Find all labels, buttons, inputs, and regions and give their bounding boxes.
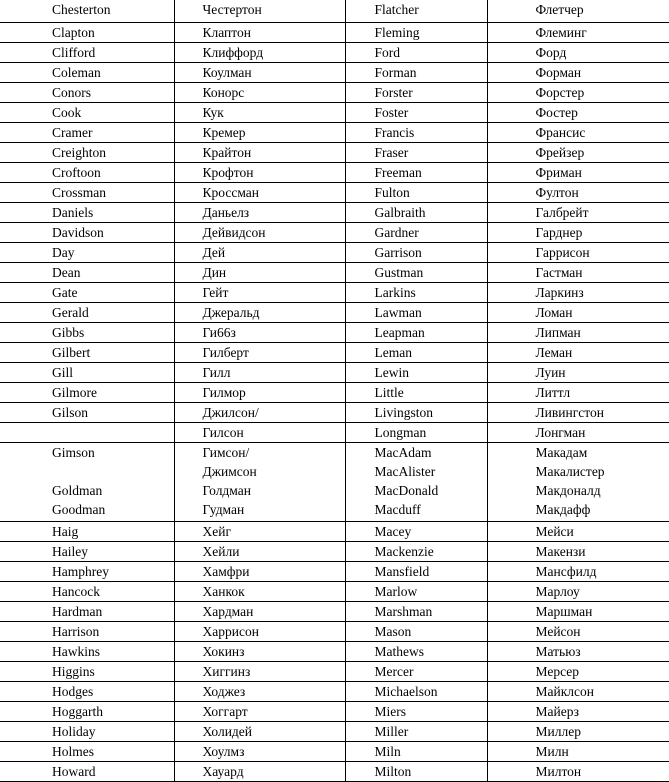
table-row: [0, 702, 669, 722]
russian-name-cell: Фултон: [487, 183, 669, 203]
english-name-cell: Clapton: [0, 23, 174, 43]
russian-name-cell: Хауард: [174, 762, 345, 782]
english-name-cell: Francis: [345, 123, 487, 143]
russian-name-cell: Мерсер: [487, 662, 669, 682]
russian-name-cell: Леман: [487, 343, 669, 363]
english-name-cell: Mansfield: [345, 562, 487, 582]
russian-name-cell: Холидей: [174, 722, 345, 742]
english-name-cell: Davidson: [0, 223, 174, 243]
english-name-cell: Lawman: [345, 303, 487, 323]
table-row: [0, 582, 669, 602]
english-name-cell: Hodges: [0, 682, 174, 702]
russian-name-cell: Крофтон: [174, 163, 345, 183]
english-name-cell: Chesterton: [0, 0, 174, 23]
cell-line: Macduff: [375, 502, 487, 521]
russian-name-cell: Фрейзер: [487, 143, 669, 163]
russian-name-cell: Хокинз: [174, 642, 345, 662]
english-name-cell: Mackenzie: [345, 542, 487, 562]
russian-name-cell: Хоггарт: [174, 702, 345, 722]
russian-name-cell: Хейли: [174, 542, 345, 562]
table-row: [0, 83, 669, 103]
russian-name-cell: Джеральд: [174, 303, 345, 323]
russian-name-cell: Форман: [487, 63, 669, 83]
table-row: [0, 143, 669, 163]
russian-name-cell: Честертон: [174, 0, 345, 23]
cell-line: Макдафф: [536, 502, 669, 521]
russian-name-cell: Хиггинз: [174, 662, 345, 682]
cell-line: Макдоналд: [536, 483, 669, 502]
table-row: [0, 43, 669, 63]
english-name-cell: Garrison: [345, 243, 487, 263]
english-name-cell: Gilson: [0, 403, 174, 423]
english-name-cell: [0, 423, 174, 443]
table-row: [0, 343, 669, 363]
table-row: [0, 542, 669, 562]
english-name-cell: Gustman: [345, 263, 487, 283]
russian-name-cell: Харрисон: [174, 622, 345, 642]
english-name-cell: Hoggarth: [0, 702, 174, 722]
english-name-cell: Crossman: [0, 183, 174, 203]
english-name-cell: Mason: [345, 622, 487, 642]
russian-name-cell: Франсис: [487, 123, 669, 143]
english-name-cell: Milton: [345, 762, 487, 782]
english-name-cell: Hardman: [0, 602, 174, 622]
russian-name-cell: Джилсон/: [174, 403, 345, 423]
russian-name-cell: Гейт: [174, 283, 345, 303]
english-name-cell: Gilmore: [0, 383, 174, 403]
english-name-cell: Livingston: [345, 403, 487, 423]
russian-name-cell: Липман: [487, 323, 669, 343]
russian-name-cell: Ларкинз: [487, 283, 669, 303]
english-name-cell: Gill: [0, 363, 174, 383]
english-name-cell: Flatcher: [345, 0, 487, 23]
russian-name-cell: Миллер: [487, 722, 669, 742]
cell-line: MacAlister: [375, 464, 487, 483]
table-row: [0, 762, 669, 782]
russian-name-cell: Милн: [487, 742, 669, 762]
russian-name-cell: Дин: [174, 263, 345, 283]
english-name-cell: Gardner: [345, 223, 487, 243]
english-name-cell: Leman: [345, 343, 487, 363]
english-name-cell: Marshman: [345, 602, 487, 622]
english-name-cell: Longman: [345, 423, 487, 443]
english-name-cell: Leapman: [345, 323, 487, 343]
russian-name-cell: Кроссман: [174, 183, 345, 203]
english-name-cell: Higgins: [0, 662, 174, 682]
russian-name-cell: Хоулмз: [174, 742, 345, 762]
russian-name-cell: Милтон: [487, 762, 669, 782]
russian-name-cell: Ливингстон: [487, 403, 669, 423]
table-row: [0, 163, 669, 183]
table-row: [0, 303, 669, 323]
table-row: [0, 662, 669, 682]
table-row: [0, 363, 669, 383]
russian-name-cell: Гаррисон: [487, 243, 669, 263]
table-row: [0, 323, 669, 343]
cell-line: Goodman: [52, 502, 174, 521]
table-row: [0, 602, 669, 622]
russian-name-cell: Кремер: [174, 123, 345, 143]
russian-name-cell: Ханкок: [174, 582, 345, 602]
english-name-cell: Croftoon: [0, 163, 174, 183]
russian-name-cell: Даньелз: [174, 203, 345, 223]
english-name-cell: Haig: [0, 522, 174, 542]
english-name-cell: Forster: [345, 83, 487, 103]
english-name-cell: Gerald: [0, 303, 174, 323]
russian-name-cell: Хамфри: [174, 562, 345, 582]
table-row: [0, 642, 669, 662]
russian-name-cell: Форстер: [487, 83, 669, 103]
table-row: [0, 722, 669, 742]
cell-line: MacAdam: [375, 445, 487, 464]
english-name-cell: Mathews: [345, 642, 487, 662]
table-row: [0, 682, 669, 702]
table-row: [0, 243, 669, 263]
russian-name-cell: Мейсон: [487, 622, 669, 642]
cell-line: Goldman: [52, 483, 174, 502]
english-name-cell: Macey: [345, 522, 487, 542]
russian-name-cell: Гилл: [174, 363, 345, 383]
english-name-cell: Miers: [345, 702, 487, 722]
english-name-cell: Galbraith: [345, 203, 487, 223]
cell-line: Макалистер: [536, 464, 669, 483]
english-name-cell: Creighton: [0, 143, 174, 163]
russian-name-cell: Флетчер: [487, 0, 669, 23]
russian-name-cell: Хейг: [174, 522, 345, 542]
russian-name-cell: Ломан: [487, 303, 669, 323]
english-name-cell: Freeman: [345, 163, 487, 183]
russian-name-cell: Дей: [174, 243, 345, 263]
english-name-cell: Larkins: [345, 283, 487, 303]
english-name-cell: Holmes: [0, 742, 174, 762]
english-name-cell: Fulton: [345, 183, 487, 203]
russian-name-cell: Мейси: [487, 522, 669, 542]
russian-name-cell: Хардман: [174, 602, 345, 622]
english-name-cell: [0, 443, 174, 522]
russian-name-cell: Макензи: [487, 542, 669, 562]
english-name-cell: Cook: [0, 103, 174, 123]
table-row: [0, 223, 669, 243]
russian-name-cell: Майерз: [487, 702, 669, 722]
english-name-cell: Mercer: [345, 662, 487, 682]
english-name-cell: Michaelson: [345, 682, 487, 702]
russian-name-cell: Флеминг: [487, 23, 669, 43]
english-name-cell: Hailey: [0, 542, 174, 562]
english-name-cell: Coleman: [0, 63, 174, 83]
russian-name-cell: Гилберт: [174, 343, 345, 363]
cell-line: Gimson: [52, 445, 174, 464]
table-row: [0, 562, 669, 582]
cell-line: Джимсон: [203, 464, 345, 483]
russian-name-cell: Конорс: [174, 83, 345, 103]
russian-name-cell: Галбрейт: [487, 203, 669, 223]
russian-name-cell: Клиффорд: [174, 43, 345, 63]
english-name-cell: Miller: [345, 722, 487, 742]
russian-name-cell: Гилсон: [174, 423, 345, 443]
table-row: [0, 283, 669, 303]
english-name-cell: Conors: [0, 83, 174, 103]
english-name-cell: Day: [0, 243, 174, 263]
russian-name-cell: Кук: [174, 103, 345, 123]
russian-name-cell: Ходжез: [174, 682, 345, 702]
english-name-cell: Forman: [345, 63, 487, 83]
russian-name-cell: Гарднер: [487, 223, 669, 243]
table-row: [0, 203, 669, 223]
russian-name-cell: Гилмор: [174, 383, 345, 403]
english-name-cell: Lewin: [345, 363, 487, 383]
english-name-cell: Clifford: [0, 43, 174, 63]
russian-name-cell: Маршман: [487, 602, 669, 622]
english-name-cell: Harrison: [0, 622, 174, 642]
table-row: [0, 622, 669, 642]
english-name-cell: Foster: [345, 103, 487, 123]
table-row: [0, 63, 669, 83]
english-name-cell: Marlow: [345, 582, 487, 602]
russian-name-cell: Литтл: [487, 383, 669, 403]
russian-name-cell: Майклсон: [487, 682, 669, 702]
cell-line: MacDonald: [375, 483, 487, 502]
table-row: [0, 103, 669, 123]
table-row: [0, 263, 669, 283]
russian-name-cell: [487, 443, 669, 522]
cell-line: Голдман: [203, 483, 345, 502]
russian-name-cell: Гастман: [487, 263, 669, 283]
english-name-cell: Howard: [0, 762, 174, 782]
table-row: [0, 23, 669, 43]
russian-name-cell: Луин: [487, 363, 669, 383]
table-row-merged: [0, 443, 669, 522]
english-name-cell: Gibbs: [0, 323, 174, 343]
russian-name-cell: Матьюз: [487, 642, 669, 662]
english-name-cell: Gate: [0, 283, 174, 303]
table-row: [0, 0, 669, 23]
russian-name-cell: Дейвидсон: [174, 223, 345, 243]
cell-line: Макадам: [536, 445, 669, 464]
table-row: [0, 403, 669, 423]
english-name-cell: Hancock: [0, 582, 174, 602]
english-name-cell: Little: [345, 383, 487, 403]
english-name-cell: Holiday: [0, 722, 174, 742]
table-row: [0, 123, 669, 143]
english-name-cell: Fleming: [345, 23, 487, 43]
table-row: [0, 183, 669, 203]
russian-name-cell: Форд: [487, 43, 669, 63]
english-name-cell: Fraser: [345, 143, 487, 163]
russian-name-cell: Марлоу: [487, 582, 669, 602]
table-row: [0, 522, 669, 542]
english-name-cell: Hamphrey: [0, 562, 174, 582]
table-row: [0, 423, 669, 443]
table-row: [0, 383, 669, 403]
english-name-cell: [345, 443, 487, 522]
english-name-cell: Dean: [0, 263, 174, 283]
english-name-cell: Gilbert: [0, 343, 174, 363]
russian-name-cell: Ги66з: [174, 323, 345, 343]
russian-name-cell: Лонгман: [487, 423, 669, 443]
russian-name-cell: Мансфилд: [487, 562, 669, 582]
russian-name-cell: Коулман: [174, 63, 345, 83]
russian-name-cell: Фостер: [487, 103, 669, 123]
cell-line: [52, 464, 174, 483]
cell-line: Гудман: [203, 502, 345, 521]
english-name-cell: Hawkins: [0, 642, 174, 662]
cell-line: Гимсон/: [203, 445, 345, 464]
table-row: [0, 742, 669, 762]
english-name-cell: Cramer: [0, 123, 174, 143]
russian-name-cell: [174, 443, 345, 522]
russian-name-cell: Клаптон: [174, 23, 345, 43]
english-name-cell: Miln: [345, 742, 487, 762]
english-name-cell: Daniels: [0, 203, 174, 223]
russian-name-cell: Фриман: [487, 163, 669, 183]
russian-name-cell: Крайтон: [174, 143, 345, 163]
english-name-cell: Ford: [345, 43, 487, 63]
